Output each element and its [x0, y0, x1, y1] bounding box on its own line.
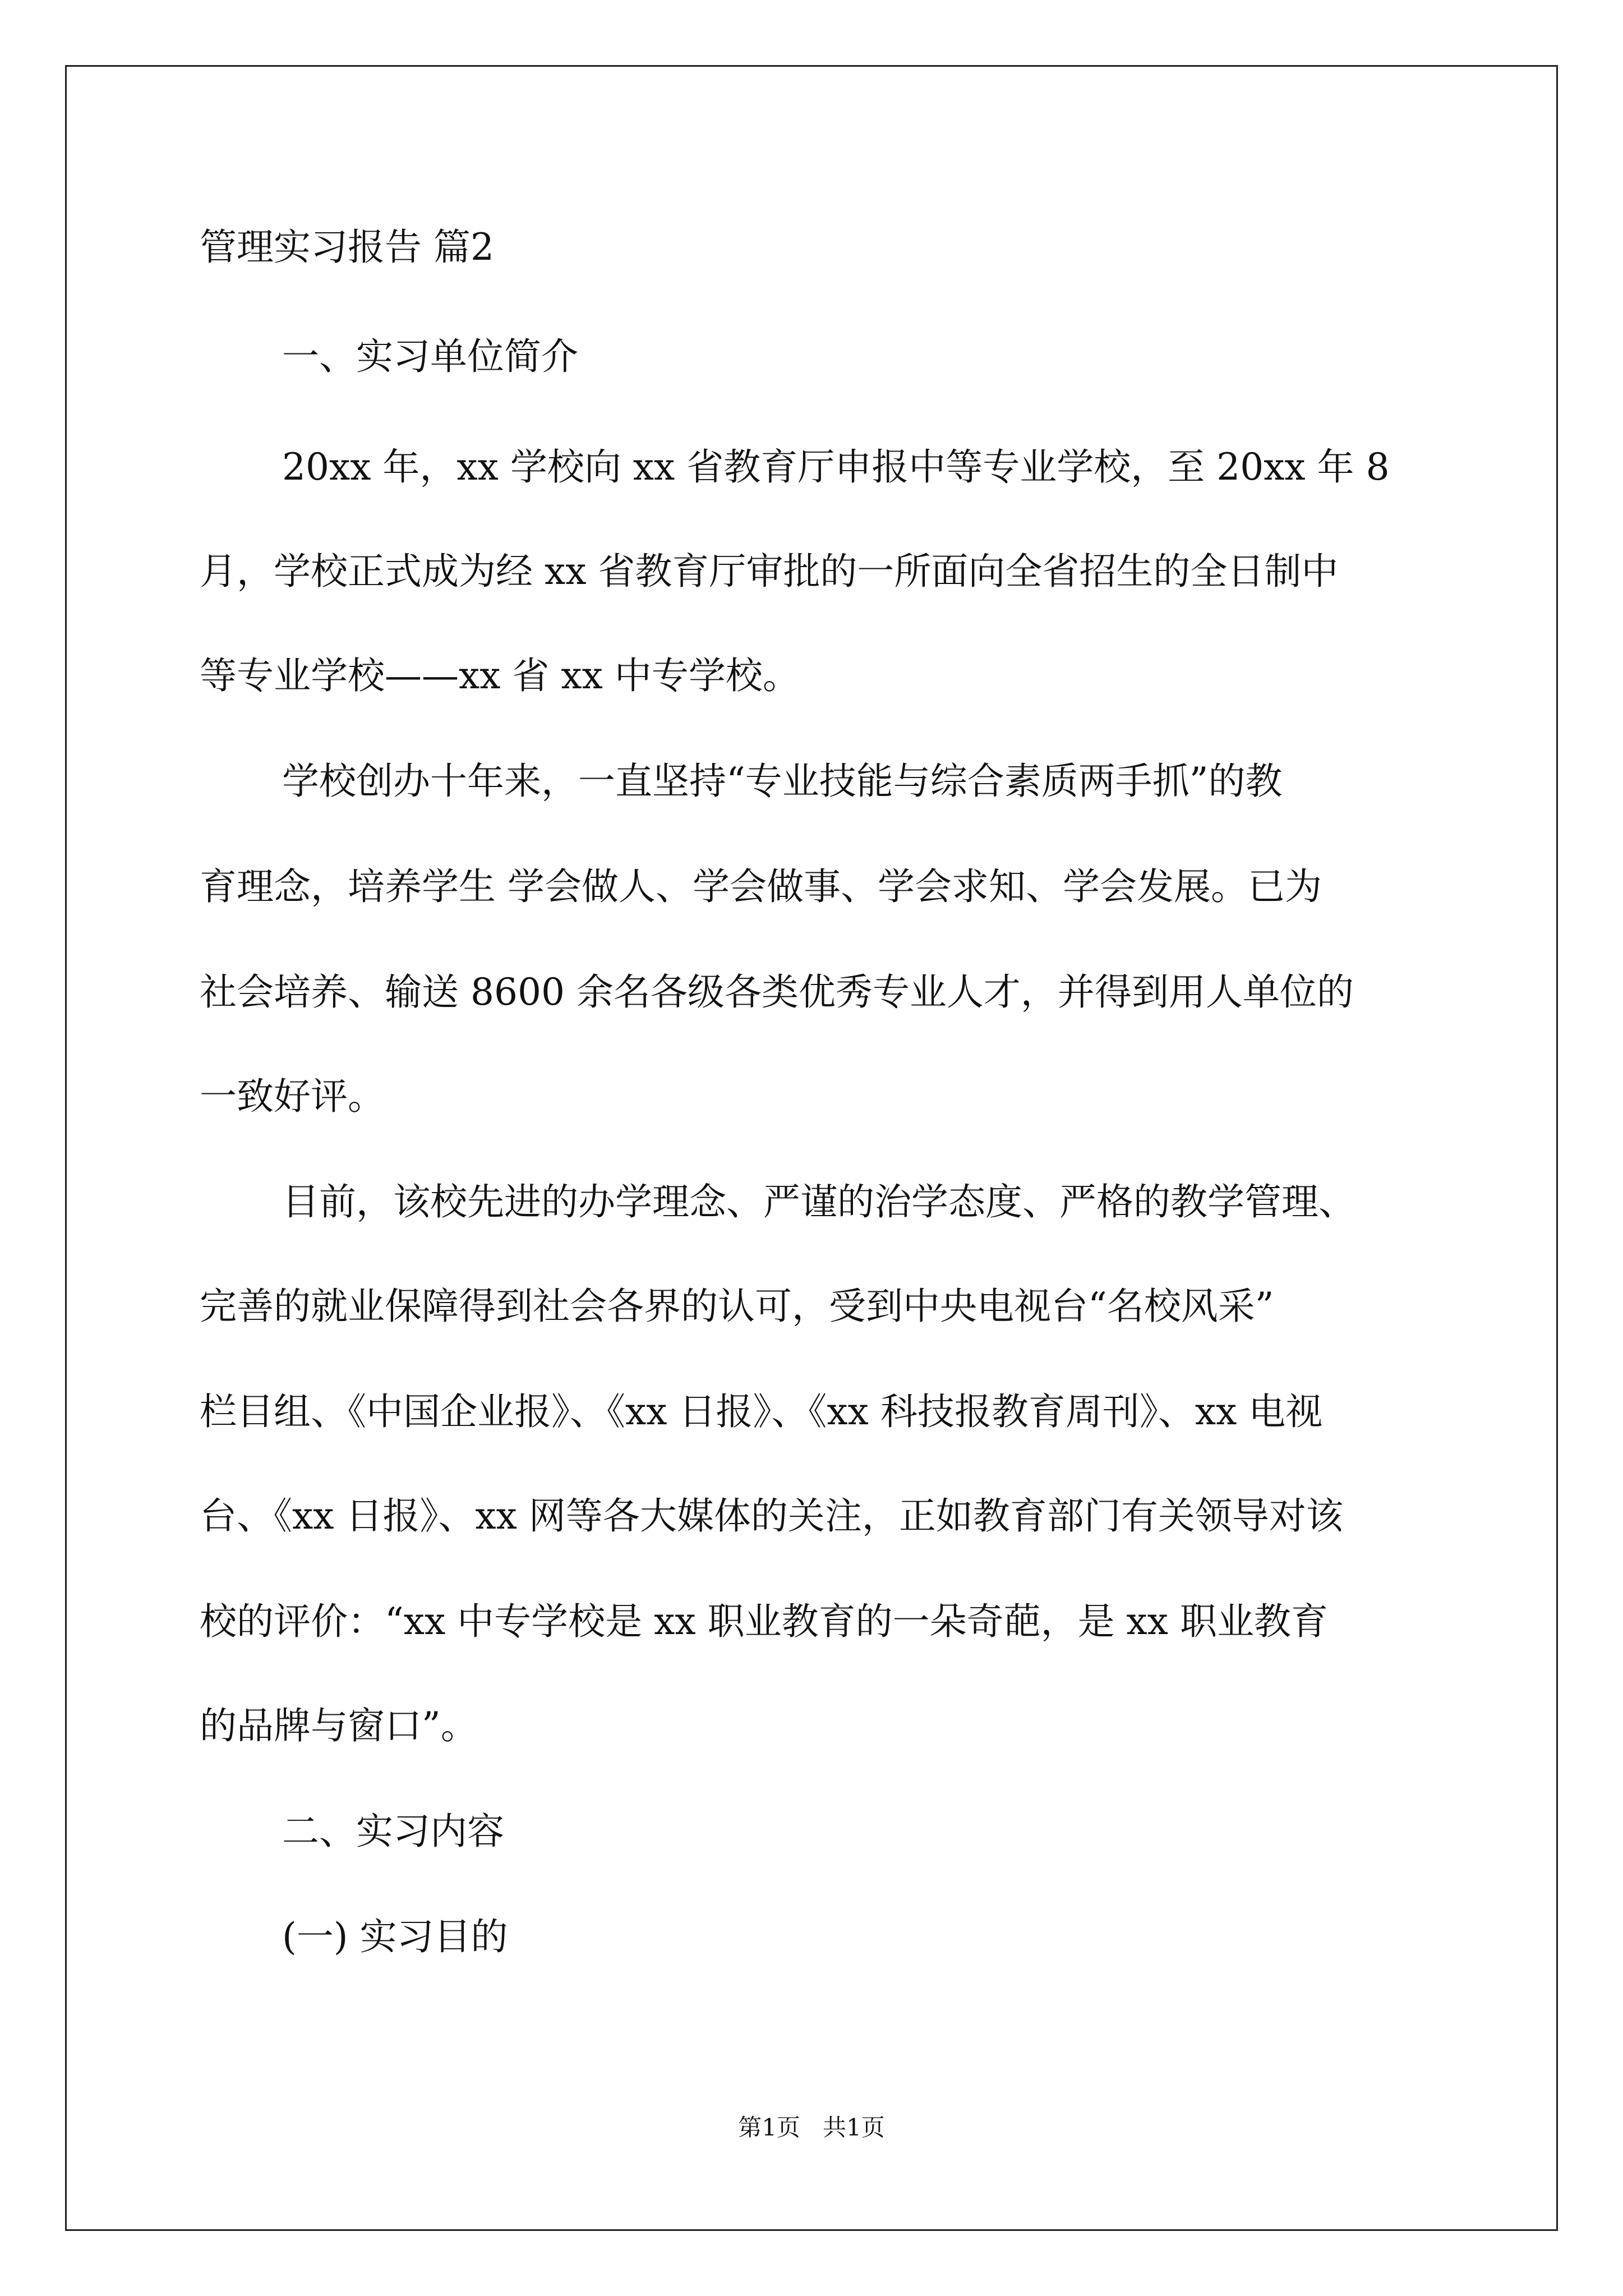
- paragraph-line: 的品牌与窗口”。: [200, 1704, 478, 1747]
- section-heading: 二、实习内容: [282, 1810, 504, 1853]
- subsection-heading: (一) 实习目的: [282, 1915, 508, 1958]
- paragraph-line: 完善的就业保障得到社会各界的认可，受到中央电视台“名校风采”: [200, 1285, 1274, 1328]
- paragraph-line: 栏目组、《中国企业报》、《xx 日报》、《xx 科技报教育周刊》、xx 电视: [200, 1390, 1323, 1433]
- paragraph-line: 目前，该校先进的办学理念、严谨的治学态度、严格的教学管理、: [282, 1180, 1355, 1223]
- paragraph-line: 20xx 年，xx 学校向 xx 省教育厅申报中等专业学校，至 20xx 年 8: [282, 445, 1390, 489]
- paragraph-line: 一致好评。: [200, 1075, 385, 1118]
- page-border: [65, 65, 1558, 2231]
- paragraph-line: 育理念，培养学生 学会做人、学会做事、学会求知、学会发展。已为: [200, 865, 1322, 908]
- paragraph-line: 学校创办十年来，一直坚持“专业技能与综合素质两手抓”的教: [282, 760, 1283, 803]
- page-footer: 第1页 共1页: [738, 2114, 885, 2141]
- paragraph-line: 月，学校正式成为经 xx 省教育厅审批的一所面向全省招生的全日制中: [200, 550, 1339, 593]
- document-title: 管理实习报告 篇2: [200, 226, 494, 269]
- paragraph-line: 校的评价：“xx 中专学校是 xx 职业教育的一朵奇葩，是 xx 职业教育: [200, 1600, 1328, 1643]
- paragraph-line: 社会培养、输送 8600 余名各级各类优秀专业人才，并得到用人单位的: [200, 970, 1354, 1014]
- paragraph-line: 台、《xx 日报》、xx 网等各大媒体的关注，正如教育部门有关领导对该: [200, 1494, 1343, 1538]
- section-heading: 一、实习单位简介: [282, 335, 578, 378]
- paragraph-line: 等专业学校——xx 省 xx 中专学校。: [200, 654, 800, 697]
